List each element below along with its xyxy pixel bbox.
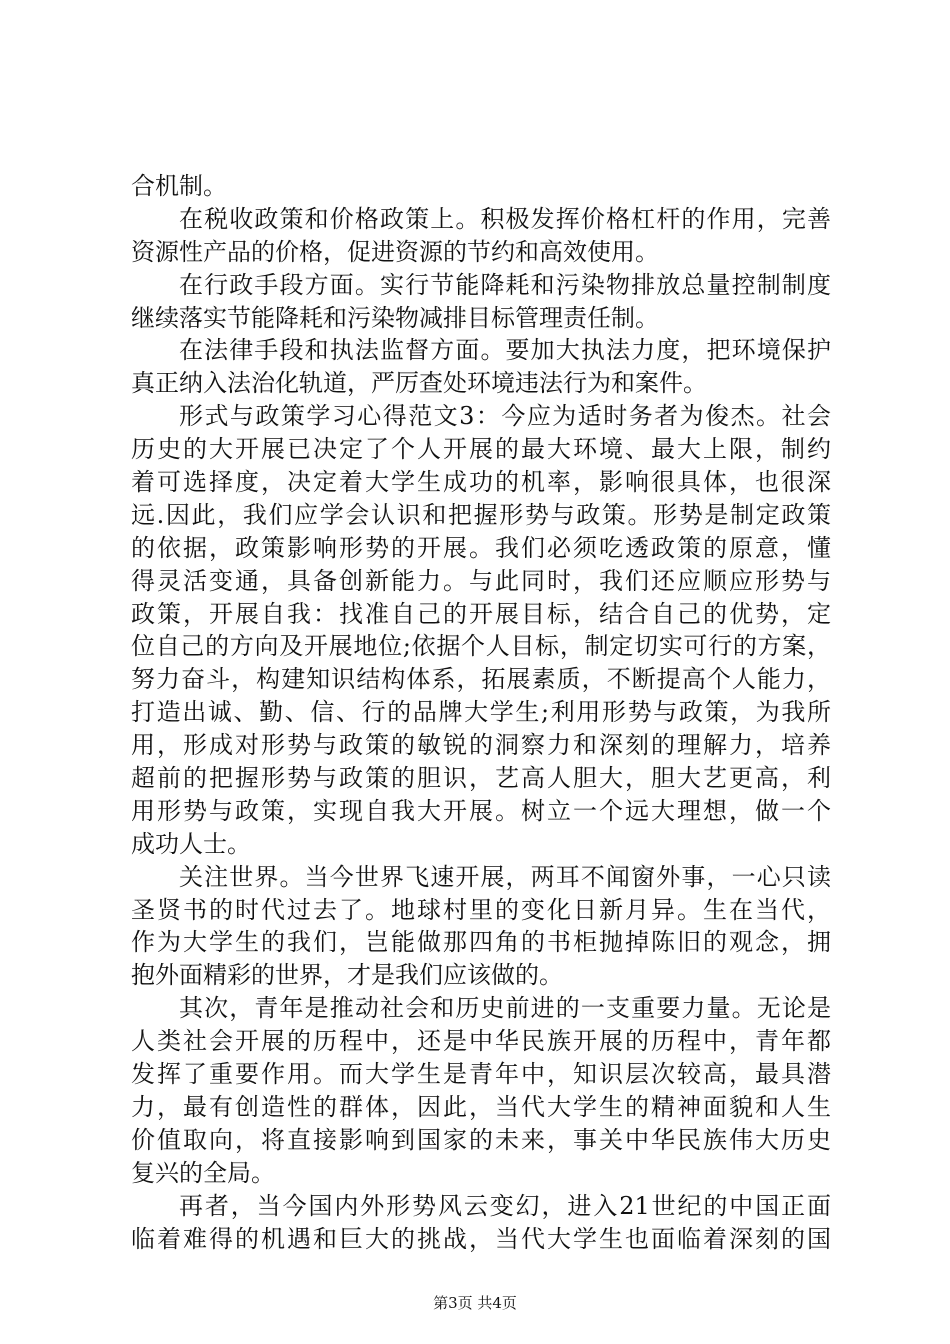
text-line: 远.因此，我们应学会认识和把握形势与政策。形势是制定政策 <box>131 500 831 529</box>
text-line: 继续落实节能降耗和污染物减排目标管理责任制。 <box>131 303 659 332</box>
text-line: 价值取向，将直接影响到国家的未来，事关中华民族伟大历史 <box>131 1125 831 1154</box>
text-line: 关注世界。当今世界飞速开展，两耳不闻窗外事，一心只读 <box>179 862 831 891</box>
text-line: 临着难得的机遇和巨大的挑战，当代大学生也面临着深刻的国 <box>131 1224 831 1253</box>
text-line: 在法律手段和执法监督方面。要加大执法力度，把环境保护 <box>179 336 831 365</box>
text-line: 发挥了重要作用。而大学生是青年中，知识层次较高，最具潜 <box>131 1060 831 1089</box>
text-line: 的依据，政策影响形势的开展。我们必须吃透政策的原意，懂 <box>131 533 831 562</box>
text-line: 用形势与政策，实现自我大开展。树立一个远大理想，做一个 <box>131 796 831 825</box>
text-line: 人类社会开展的历程中，还是中华民族开展的历程中，青年都 <box>131 1027 831 1056</box>
text-line: 作为大学生的我们，岂能做那四角的书柜抛掉陈旧的观念，拥 <box>131 928 831 957</box>
text-line: 努力奋斗，构建知识结构体系，拓展素质，不断提高个人能力， <box>131 665 831 694</box>
text-line: 圣贤书的时代过去了。地球村里的变化日新月异。生在当代， <box>131 895 831 924</box>
text-line: 合机制。 <box>131 172 227 200</box>
text-line: 抱外面精彩的世界，才是我们应该做的。 <box>131 961 563 990</box>
text-line: 力，最有创造性的群体，因此，当代大学生的精神面貌和人生 <box>131 1092 831 1121</box>
text-line: 成功人士。 <box>131 829 251 858</box>
text-line: 位自己的方向及开展地位;依据个人目标，制定切实可行的方案， <box>131 632 831 661</box>
text-line: 着可选择度，决定着大学生成功的机率，影响很具体，也很深 <box>131 468 831 497</box>
text-line: 形式与政策学习心得范文3：今应为适时务者为俊杰。社会 <box>179 402 831 431</box>
text-line: 政策，开展自我：找准自己的开展目标，结合自己的优势，定 <box>131 599 831 628</box>
text-line: 再者，当今国内外形势风云变幻，进入21世纪的中国正面 <box>179 1191 831 1220</box>
text-line: 历史的大开展已决定了个人开展的最大环境、最大上限，制约 <box>131 435 831 464</box>
text-line: 资源性产品的价格，促进资源的节约和高效使用。 <box>131 237 659 266</box>
text-line: 在税收政策和价格政策上。积极发挥价格杠杆的作用，完善 <box>179 204 831 233</box>
text-line: 超前的把握形势与政策的胆识，艺高人胆大，胆大艺更高，利 <box>131 764 831 793</box>
text-line: 用，形成对形势与政策的敏锐的洞察力和深刻的理解力，培养 <box>131 731 831 760</box>
text-line: 其次，青年是推动社会和历史前进的一支重要力量。无论是 <box>179 994 831 1023</box>
text-line: 在行政手段方面。实行节能降耗和污染物排放总量控制制度 <box>179 270 831 299</box>
page-footer: 第3页 共4页 <box>433 1294 517 1312</box>
text-line: 真正纳入法治化轨道，严厉查处环境违法行为和案件。 <box>131 369 707 398</box>
text-line: 复兴的全局。 <box>131 1158 275 1187</box>
text-line: 得灵活变通，具备创新能力。与此同时，我们还应顺应形势与 <box>131 566 831 595</box>
text-line: 打造出诚、勤、信、行的品牌大学生;利用形势与政策，为我所 <box>131 698 831 727</box>
document-body <box>131 170 831 1255</box>
